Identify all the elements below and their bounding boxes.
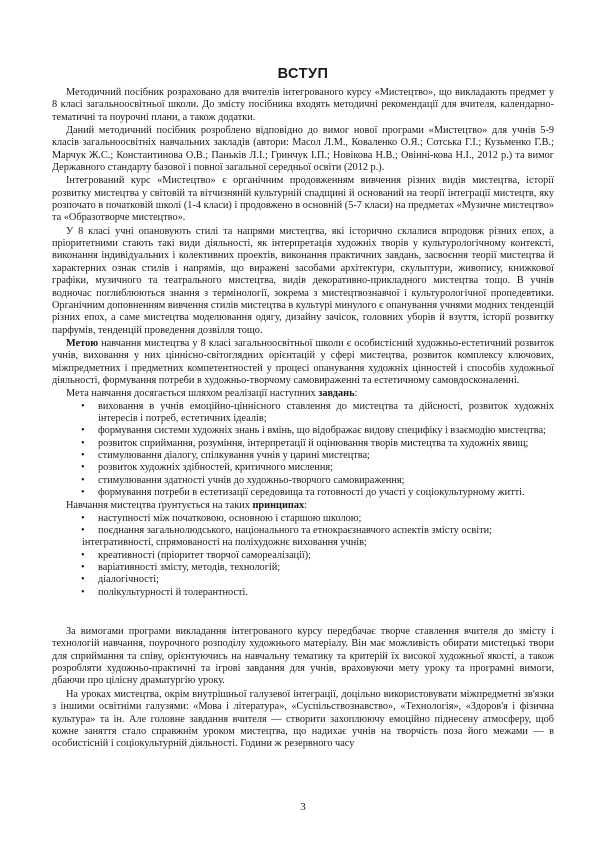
list-item-text: наступності між початковою, основною і старшою школою; [98,512,362,524]
tasks-intro-text: Мета навчання досягається шляхом реалізації наступних [66,388,319,400]
list-item [52,462,554,474]
paragraph-program: Даний методичний посібник розроблено відповідно до вимог нової програми «Мистецтво» для учнів 5-9 класів загальноосвітніх навчальних закладів (автори: Масол Л.М., Коваленко О.Я.; Сотська Г.І.; Кузьменко Г.В.; Марчук Ж.С.; Константинова О.В.; Паньків Л.І.; Гринчук І.П.; Новікова Н.В.; Овінні-кова Н.І., 2012 р.) та вимог Державного стандарту базової і повної загальної середньої освіти (2012 р.). [52,125,554,174]
list-item [52,513,554,525]
paragraph-goal [52,338,554,387]
list-item-text: стимулювання діалогу, спілкування учнів у царині мистецтва; [98,449,370,461]
list-item [52,550,554,562]
list-item [52,475,554,487]
list-item-text: стимулювання здатності учнів до художньо-творчого самовираження; [98,474,405,486]
tasks-list [52,401,554,500]
list-item [52,438,554,450]
bullet-icon: • [81,586,85,598]
bullet-icon: • [81,437,85,449]
paragraph-tasks-intro [52,388,554,400]
list-item-text: варіативності змісту, методів, технологій; [98,562,281,574]
principles-keyword: принципах [252,500,305,512]
list-item [52,401,554,426]
paragraph-teacher-role: За вимогами програми викладання інтегрованого курсу передбачає творче ставлення вчителя до змісту і технологій навчання, поурочного розподілу художнього матеріалу. Він має можливість обирати мистецькі твори для сприймання та співу, орієнтуючись на навчальну тематику та критерій їх високої художньої якості, а також розробляти художньо-практичні та ігрові завдання для учнів, враховуючи мету уроку та програмні вимоги, дбаючи про цілісну драматургію уроку. [52,626,554,687]
list-item [52,574,554,586]
list-item-text: креативності (пріоритет творчої самореалізації); [98,549,312,561]
list-item-text: виховання в учнів емоційно-ціннісного ставлення до мистецтва та дійсності, розвиток художніх інтересів і потреб, естетичних ідеалів; [98,400,554,424]
bullet-icon: • [81,425,85,437]
tasks-keyword: завдань [318,388,355,400]
bullet-icon: • [81,462,85,474]
bullet-icon: • [81,574,85,586]
list-item-text: формування потреби в естетизації середовища та готовності до участі у соціокультурному житті. [98,487,525,498]
document-body [52,87,554,751]
bullet-icon: • [81,512,85,524]
principles-intro-text: Навчання мистецтва ґрунтується на таких [66,500,253,512]
bullet-icon: • [81,487,85,498]
list-item-text: інтегративності, спрямованості на поліхудожнє виховання учнів; [82,537,367,549]
list-item-text: розвиток сприймання, розуміння, інтерпретації й оцінювання творів мистецтва та художніх явищ; [98,437,529,449]
list-item [52,525,554,537]
page-number: 3 [300,801,306,813]
list-item-text: розвиток художніх здібностей, критичного мислення; [98,462,333,474]
goal-keyword: Метою [66,337,99,349]
tasks-colon: : [354,388,358,400]
bullet-icon: • [81,449,85,461]
list-item [52,425,554,437]
principles-colon: : [304,500,307,512]
list-item-text: полікультурності й толерантності. [98,586,248,598]
paragraph-grade8: У 8 класі учні опановують стилі та напрями мистецтва, які історично склалися впродовж різних епох, а пріоритетними стають такі види діяльності, як інтерпретація художніх творів у культурологічному контексті, виконання індивідуальних і колективних проектів, виконання практичних завдань, засвоєння теорії мистецтва й характерних ознак стилів і напрямів, що виражені засобами архітектури, скульптури, живопису, книжкової графіки, музичного та театрального мистецтва, видів декоративно-прикладного мистецтва тощо. В учнів водночас поглиблюються знання з термінології, зокрема з мистецтвознавчої і культурологічної пропедевтики. Органічним доповненням вивчення стилів мистецтва в культурі минулого є опанування учнями модних тенденцій різних епох, а саме мистецтва моделювання одягу, дизайну зачісок, головних уборів й взуття, історії розвитку парфумів, тенденцій проведення дозвілля тощо. [52,225,554,336]
bullet-icon: • [81,400,85,412]
goal-text: навчання мистецтва у 8 класі загальноосвітньої школи є особистісний художньо-естетичний розвиток учнів, виховання у них ціннісно-світоглядних орієнтацій у сфері мистецтва, розвиток комплексу ключових, міжпредметних і предметних компетентностей у процесі опанування художніх цінностей і способів художньої діяльності, формування потреби в художньо-творчому самовираженні та естетичному самовдосконаленні. [52,337,554,386]
paragraph-integration: На уроках мистецтва, окрім внутрішньої галузевої інтеграції, доцільно використовувати міжпредметні зв'язки з іншими освітніми галузями: «Мова і література», «Суспільствознавство», «Технологія», «Здоров'я і фізична культура» та ін. Але головне завдання вчителя — створити захоплюючу емоційно піднесену атмосферу, щоб кожне заняття стало справжнім уроком мистецтва, що надихає учнів на творчість поза його межами — в особистісній і соціокультурній діяльності. Години ж резервного часу [52,688,554,750]
bullet-icon: • [81,474,85,486]
paragraph-intro: Методичний посібник розраховано для вчителів інтегрованого курсу «Мистецтво», що викладають предмет у 8 класі загальноосвітньої школи. До змісту посібника входять методичні рекомендації для вчителя, календарно-тематичні та поурочні плани, а також додатки. [52,87,554,123]
paragraph-course: Інтегрований курс «Мистецтво» є органічним продовженням вивчення різних видів мистецтва, історії розвитку мистецтва у світовій та вітчизняній культурній спадщині й оснований на теорії інтеграції мистецтв, яку розпочато в початковій школі (1-4 класи) і продовжено в основній (5-7 класи) на предметах «Музичне мистецтво» та «Образотворче мистецтво». [52,175,554,224]
list-item-text: поєднання загальнолюдського, національного та етнокраєзнавчого аспектів змісту освіти; [98,525,492,537]
principles-list [52,513,554,599]
list-item [52,537,554,549]
paragraph-principles-intro [52,500,554,512]
list-item [52,562,554,574]
list-item [52,587,554,599]
bullet-icon: • [81,525,85,537]
bullet-icon: • [81,549,85,561]
bullet-icon: • [81,562,85,574]
list-item-text: формування системи художніх знань і вмінь, що відображає видову специфіку і взаємодію мистецтва; [98,425,546,437]
list-item-text: діалогічності; [98,574,160,586]
page-title: ВСТУП [277,66,329,82]
list-item [52,487,554,499]
list-item [52,450,554,462]
